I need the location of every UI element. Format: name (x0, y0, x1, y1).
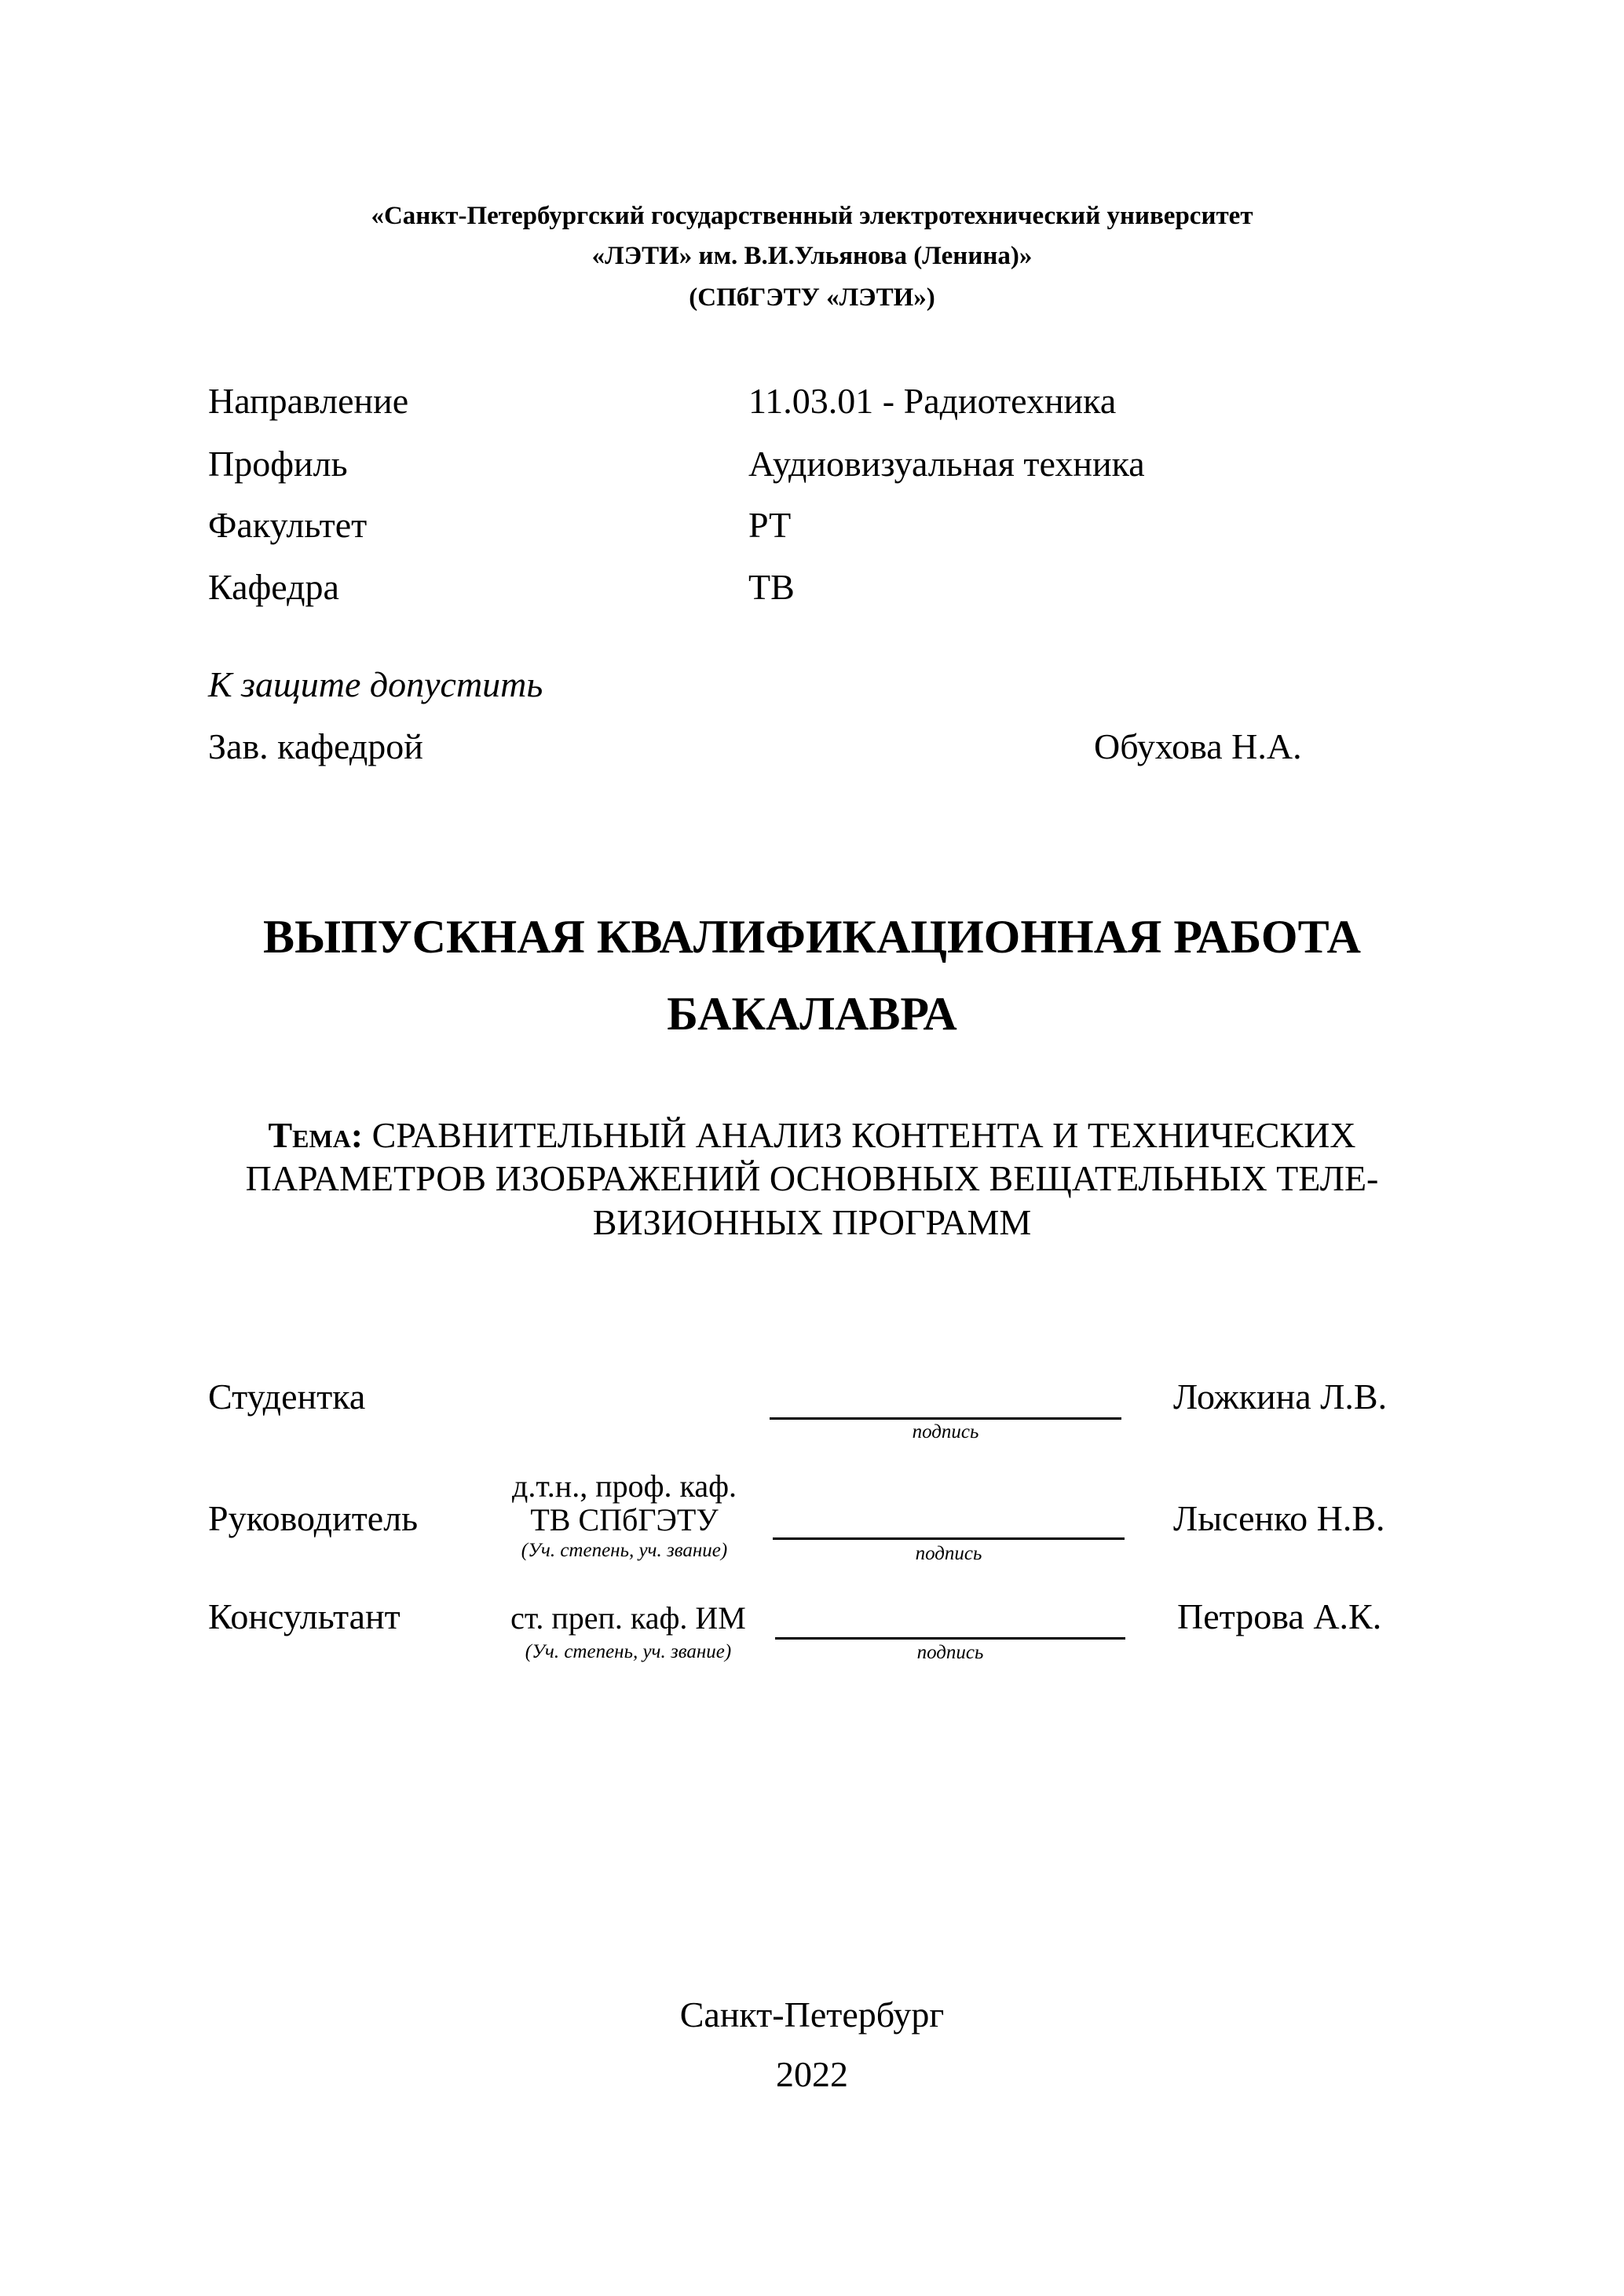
info-value: ТВ (748, 567, 795, 607)
signature-line (775, 1637, 1125, 1640)
topic-line2: ПАРАМЕТРОВ ИЗОБРАЖЕНИЙ ОСНОВНЫХ ВЕЩАТЕЛЬНЫХ ТЕЛЕ- (245, 1158, 1379, 1198)
signature-caption: подпись (915, 1543, 982, 1564)
role-label: Руководитель (208, 1498, 419, 1538)
topic-line1 (0, 1117, 1624, 1153)
info-label: Факультет (208, 505, 368, 545)
person-name: Лысенко Н.В. (1173, 1498, 1385, 1538)
university-abbreviation: (СПбГЭТУ «ЛЭТИ») (689, 283, 935, 312)
university-name-line1: «Санкт-Петербургский государственный электротехнический университет (371, 202, 1253, 230)
topic-label: Тема: (268, 1115, 364, 1155)
person-name: Петрова А.К. (1177, 1596, 1382, 1636)
academic-degree-line1: ст. преп. каф. ИМ (510, 1600, 746, 1636)
info-value: Аудиовизуальная техника (748, 444, 1145, 484)
info-label: Кафедра (208, 567, 339, 607)
info-value: РТ (748, 505, 792, 545)
role-label: Студентка (208, 1377, 366, 1417)
topic-line3: ВИЗИОННЫХ ПРОГРАММ (592, 1202, 1032, 1242)
signature-caption: подпись (912, 1421, 979, 1442)
admit-to-defense-label: К защите допустить (208, 664, 543, 704)
academic-degree-line1: д.т.н., проф. каф. (511, 1468, 737, 1504)
role-label: Консультант (208, 1596, 401, 1636)
signature-line (770, 1417, 1121, 1420)
info-label: Профиль (208, 444, 348, 484)
signature-line (773, 1537, 1125, 1540)
info-value: 11.03.01 - Радиотехника (748, 381, 1117, 421)
info-label: Направление (208, 381, 409, 421)
university-name-line2: «ЛЭТИ» им. В.И.Ульянова (Ленина)» (591, 242, 1033, 270)
degree-caption: (Уч. степень, уч. звание) (521, 1540, 728, 1561)
footer-city: Санкт-Петербург (679, 1994, 945, 2035)
signature-caption: подпись (916, 1642, 984, 1663)
person-name: Ложкина Л.В. (1173, 1377, 1388, 1417)
document-title-line1: ВЫПУСКНАЯ КВАЛИФИКАЦИОННАЯ РАБОТА (263, 911, 1361, 963)
document-title-line2: БАКАЛАВРА (667, 988, 957, 1040)
degree-caption: (Уч. степень, уч. звание) (525, 1641, 732, 1662)
footer-year: 2022 (776, 2054, 848, 2094)
head-of-department-label: Зав. кафедрой (208, 726, 423, 766)
head-of-department-name: Обухова Н.А. (1094, 726, 1302, 766)
academic-degree-line2: ТВ СПбГЭТУ (530, 1502, 719, 1537)
topic-text-line1: СРАВНИТЕЛЬНЫЙ АНАЛИЗ КОНТЕНТА И ТЕХНИЧЕСКИХ (371, 1115, 1356, 1155)
